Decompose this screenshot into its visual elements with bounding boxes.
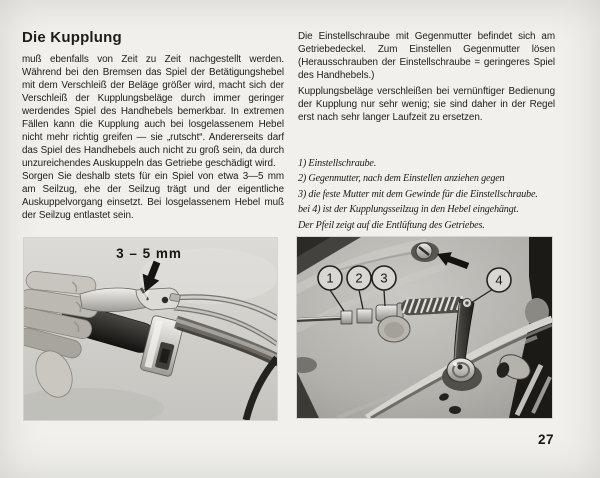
- gap-measurement-label: 3 – 5 mm: [116, 246, 182, 261]
- callout-number-3: 3: [380, 270, 388, 286]
- left-column: [22, 53, 284, 222]
- bolt-hole: [449, 406, 461, 414]
- photo-clutch-lever: [24, 238, 277, 420]
- boss-inner: [384, 322, 404, 338]
- callout-number-1: 1: [326, 270, 334, 286]
- page-title: Die Kupplung: [22, 29, 122, 46]
- paragraph: Sorgen Sie deshalb stets für ein Spiel von etwa 3—5 mm am Seilzug, ehe der Seilzug trägt und der eigentliche Auskuppelvorgang einsetzt. Bei losgelassenem Hebel muß der Seilzug entlastet sein.: [22, 171, 284, 221]
- cable-pin-center: [465, 301, 469, 305]
- caption-line: bei 4) ist der Kupplungsseilzug in den Hebel eingehängt.: [298, 204, 519, 216]
- paragraph: muß ebenfalls von Zeit zu Zeit nachgestellt werden. Während bei den Bremsen das Spiel der Betätigungshebel mit dem Verschleiß der Beläge größer wird, macht sich der Verschleiß der Kupplungsbeläge durch immer geringer werdendes Spiel des Handhebels bemerkbar. In extremen Fällen kann die Kupplung auch bei losgelassenem Hebel nicht mehr richtig greifen — sie „rutscht“. Andererseits darf das Spiel des Handhebels auch nicht zu groß sein, da durch unzureichendes Auskuppeln das Getriebe geschädigt wird.: [22, 54, 284, 169]
- caption-line: 3) die feste Mutter mit dem Gewinde für die Einstellschraube.: [298, 188, 538, 200]
- dome-center: [458, 365, 463, 370]
- dome-highlight: [453, 362, 457, 366]
- cable-adjuster: [169, 293, 180, 301]
- photo-gearbox-adjuster: [297, 237, 552, 418]
- adjusting-screw: [341, 311, 352, 324]
- paragraph: Kupplungsbeläge verschleißen bei vernünftiger Bedienung der Kupplung nur sehr wenig; sie sind daher in der Regel erst nach sehr langer Laufzeit zu ersetzen.: [298, 86, 555, 123]
- right-column: [298, 30, 555, 127]
- page-number: 27: [538, 432, 555, 447]
- caption-line: Der Pfeil zeigt auf die Entlüftung des Getriebes.: [298, 219, 485, 231]
- callout-number-2: 2: [355, 270, 363, 286]
- clutch-lever-illustration: [24, 238, 277, 420]
- pivot-hole: [162, 297, 168, 303]
- gearbox-illustration: [297, 237, 552, 418]
- photo-background: [297, 237, 552, 418]
- caption-line: 1) Einstellschraube.: [298, 158, 377, 169]
- caption-line: 2) Gegenmutter, nach dem Einstellen anziehen gegen: [298, 173, 505, 185]
- pivot-dome-nut: [447, 358, 475, 382]
- figure-caption-list: [298, 156, 560, 233]
- paragraph: Die Einstellschraube mit Gegenmutter befindet sich am Getriebedeckel. Zum Einstellen Gegenmutter lösen (Herausschrauben der Einstellschraube = geringeres Spiel des Handhebels.): [298, 31, 555, 81]
- lock-nut: [357, 309, 372, 323]
- callout-number-4: 4: [495, 272, 503, 288]
